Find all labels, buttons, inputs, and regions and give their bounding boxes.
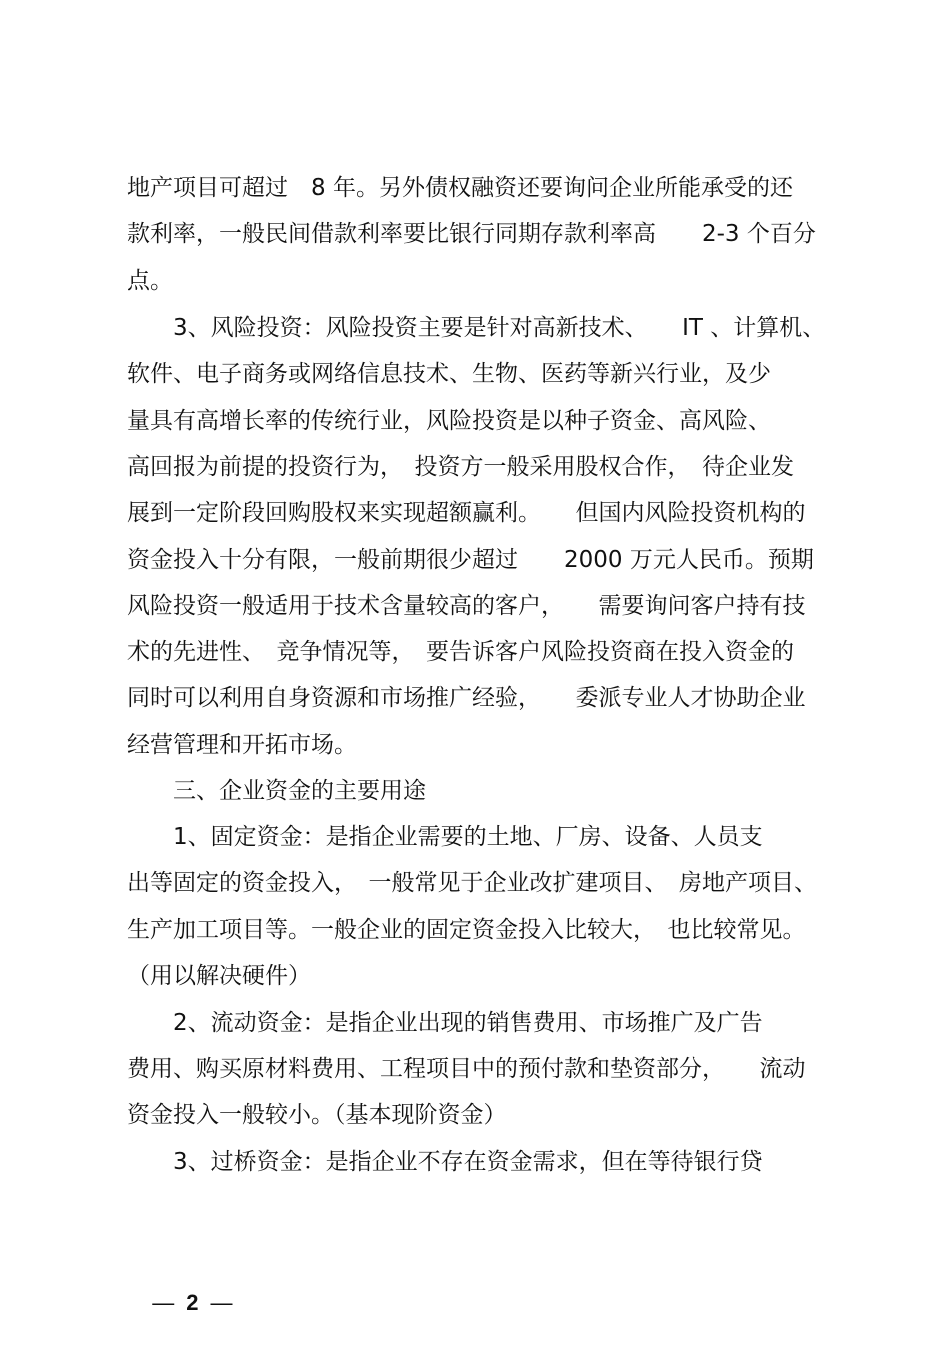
page-footer (140, 1258, 232, 1318)
text-line-7: 高回报为前提的投资行为， 投资方一般采用股权合作， 待企业发 (127, 454, 794, 480)
text-line-13: 经营管理和开拓市场。 (127, 732, 357, 758)
text-line-16: 出等固定的资金投入， 一般常见于企业改扩建项目、 房地产项目、 (127, 870, 817, 896)
text-line-8: 展到一定阶段回购股权来实现超额赢利。 但国内风险投资机构的 (127, 500, 806, 526)
text-line-6: 量具有高增长率的传统行业，风险投资是以种子资金、高风险、 (127, 408, 771, 434)
text-line-2: 款利率，一般民间借款利率要比银行同期存款利率高 2-3 个百分 (127, 221, 816, 247)
text-line-17: 生产加工项目等。一般企业的固定资金投入比较大， 也比较常见。 (127, 917, 806, 943)
text-line-12: 同时可以利用自身资源和市场推广经验， 委派专业人才协助企业 (127, 685, 806, 711)
text-line-5: 软件、电子商务或网络信息技术、生物、医药等新兴行业，及少 (127, 361, 771, 387)
text-line-1: 地产项目可超过 8 年。另外债权融资还要询问企业所能承受的还 (127, 175, 793, 201)
text-line-11: 术的先进性、 竞争情况等， 要告诉客户风险投资商在投入资金的 (127, 639, 794, 665)
text-line-22: 3、过桥资金：是指企业不存在资金需求，但在等待银行贷 (127, 1149, 763, 1175)
text-line-21: 资金投入一般较小。（基本现阶资金） (127, 1102, 507, 1128)
text-line-9: 资金投入十分有限，一般前期很少超过 2000 万元人民币。预期 (127, 547, 814, 573)
page-number: 2 (186, 1290, 199, 1315)
text-line-20: 费用、购买原材料费用、工程项目中的预付款和垫资部分， 流动 (127, 1056, 806, 1082)
section-heading: 三、企业资金的主要用途 (127, 778, 426, 804)
text-line-10: 风险投资一般适用于技术含量较高的客户， 需要询问客户持有技 (127, 593, 806, 619)
text-line-4: 3、风险投资：风险投资主要是针对高新技术、 IT 、计算机、 (127, 315, 826, 341)
text-line-19: 2、流动资金：是指企业出现的销售费用、市场推广及广告 (127, 1010, 763, 1036)
text-line-18: （用以解决硬件） (127, 963, 311, 989)
footer-dash-left: — (152, 1290, 175, 1315)
text-line-3: 点。 (127, 268, 173, 294)
text-line-15: 1、固定资金：是指企业需要的土地、厂房、设备、人员支 (127, 824, 763, 850)
footer-dash-right: — (210, 1290, 233, 1315)
